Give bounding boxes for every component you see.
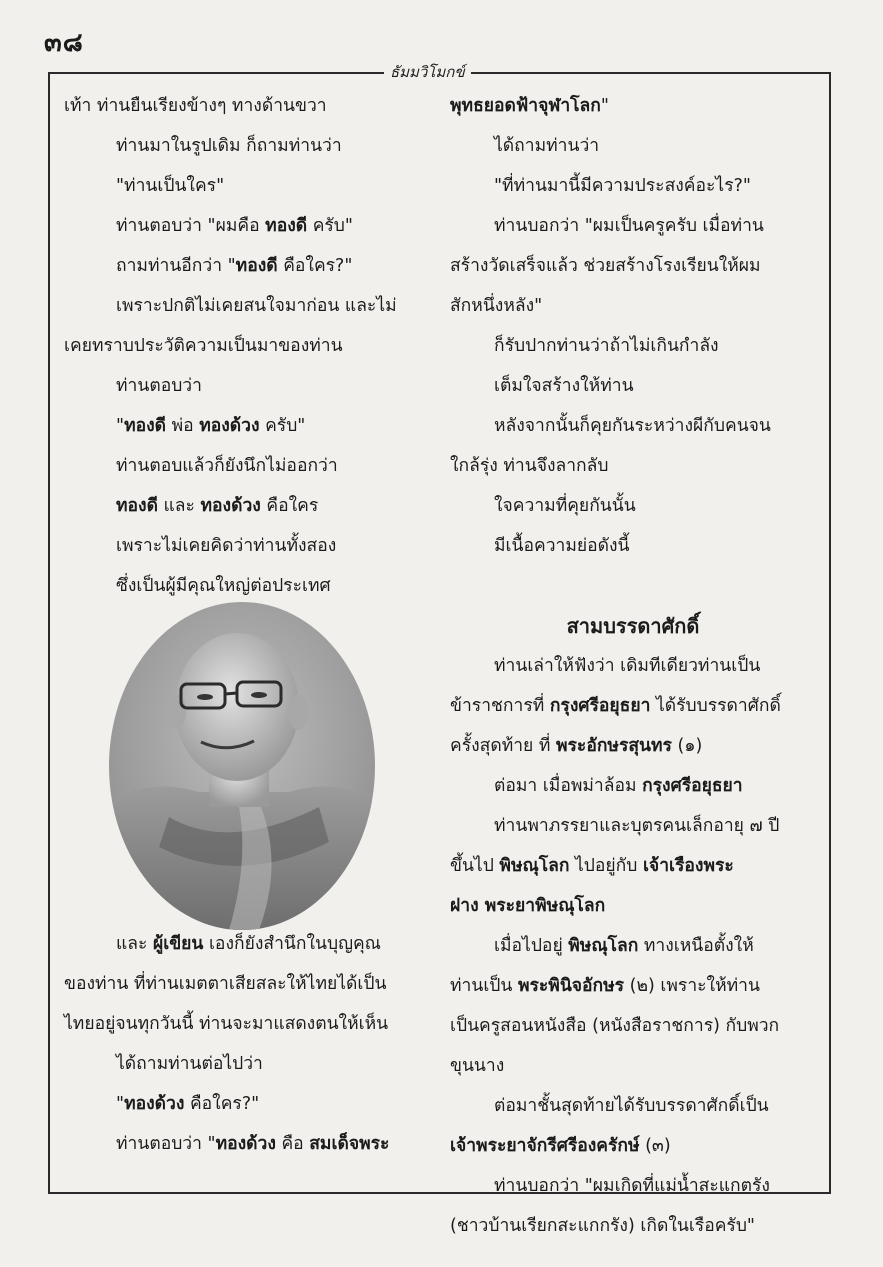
text-run: ครั้งสุดท้าย ที่ — [450, 736, 556, 756]
section-heading — [450, 606, 816, 646]
bold-phrase: สมเด็จพระ — [309, 1134, 390, 1154]
text-line — [64, 326, 436, 366]
text-line — [64, 964, 436, 1004]
text-run: สร้างวัดเสร็จแล้ว ช่วยสร้างโรงเรียนให้ผม — [450, 256, 761, 276]
text-run: " — [116, 1094, 125, 1114]
text-line — [450, 406, 816, 446]
text-run: ก็รับปากท่านว่าถ้าไม่เกินกำลัง — [494, 336, 719, 356]
text-run: ท่านตอบว่า "ผมคือ — [116, 216, 266, 236]
text-run: (๒) เพราะให้ท่าน — [624, 976, 760, 996]
text-run: ข้าราชการที่ — [450, 696, 550, 716]
bold-phrase: ทองดี — [116, 496, 158, 516]
text-run: และ — [116, 934, 153, 954]
left-column-bottom-text — [64, 924, 436, 1164]
bold-phrase: เจ้าเรืองพระ — [642, 856, 734, 876]
bold-phrase: ทองดี — [265, 216, 308, 236]
bold-phrase: พิษณุโลก — [568, 936, 639, 956]
text-run: ได้รับบรรดาศักดิ์ — [650, 696, 781, 716]
running-title: ธัมมวิโมกข์ — [384, 60, 471, 84]
text-run: หลังจากนั้นก็คุยกันระหว่างผีกับคนจน — [494, 416, 771, 436]
text-line — [450, 246, 816, 286]
text-run: ต่อมา เมื่อพม่าล้อม — [494, 776, 643, 796]
text-line — [450, 926, 816, 966]
text-run: ท่านตอบแล้วก็ยังนึกไม่ออกว่า — [116, 456, 338, 476]
bold-phrase: ทองดี — [235, 256, 278, 276]
text-run: คือใคร?" — [184, 1094, 260, 1114]
text-run: คือใคร — [260, 496, 319, 516]
text-line — [450, 166, 816, 206]
text-line — [450, 366, 816, 406]
bold-phrase: พระพินิจอักษร — [517, 976, 625, 996]
text-line — [64, 486, 436, 526]
bold-phrase: ทองด้วง — [200, 496, 261, 516]
text-line — [64, 166, 436, 206]
text-run: เพราะไม่เคยคิดว่าท่านทั้งสอง — [116, 536, 337, 556]
text-run: เป็นครูสอนหนังสือ (หนังสือราชการ) กับพวก — [450, 1016, 780, 1036]
text-line — [450, 86, 816, 126]
text-run: ได้ถามท่านต่อไปว่า — [116, 1054, 263, 1074]
text-run: ครับ" — [259, 416, 306, 436]
text-run: ท่านบอกว่า "ผมเกิดที่แม่น้ำสะแกตรัง — [494, 1176, 770, 1196]
text-run: ไทยอยู่จนทุกวันนี้ ท่านจะมาแสดงตนให้เห็น — [64, 1014, 389, 1034]
text-line — [450, 326, 816, 366]
text-run: ของท่าน ที่ท่านเมตตาเสียสละให้ไทยได้เป็น — [64, 974, 387, 994]
bold-phrase: พิษณุโลก — [499, 856, 570, 876]
page-number: ๓๘ — [44, 28, 84, 58]
text-run: ต่อมาชั้นสุดท้ายได้รับบรรดาศักดิ์เป็น — [494, 1096, 769, 1116]
text-line — [64, 86, 436, 126]
text-run: ท่านพาภรรยาและบุตรคนเล็กอายุ ๗ ปี — [494, 816, 780, 836]
text-run: เคยทราบประวัติความเป็นมาของท่าน — [64, 336, 343, 356]
bold-phrase: ทองด้วง — [199, 416, 260, 436]
text-run: สักหนึ่งหลัง" — [450, 296, 543, 316]
text-run: (๓) — [639, 1136, 671, 1156]
text-line — [450, 966, 816, 1006]
bold-phrase: ฝาง พระยาพิษณุโลก — [450, 896, 606, 916]
bold-phrase: กรุงศรีอยุธยา — [549, 696, 651, 716]
text-line — [64, 126, 436, 166]
text-run: " — [116, 416, 125, 436]
text-line — [64, 1124, 436, 1164]
text-run: ทางเหนือตั้งให้ — [638, 936, 754, 956]
text-line — [450, 126, 816, 166]
text-run: ท่านเล่าให้ฟังว่า เดิมทีเดียวท่านเป็น — [494, 656, 761, 676]
text-line — [450, 1006, 816, 1046]
monk-portrait-image — [109, 602, 375, 930]
text-line — [450, 766, 816, 806]
text-line — [64, 1044, 436, 1084]
text-line — [450, 1166, 816, 1206]
text-line — [450, 486, 816, 526]
text-run: ไปอยู่กับ — [569, 856, 643, 876]
text-run: (ชาวบ้านเรียกสะแกกรัง) เกิดในเรือครับ" — [450, 1216, 755, 1236]
bold-phrase: ทองด้วง — [215, 1134, 276, 1154]
text-run: คือใคร?" — [277, 256, 353, 276]
text-line — [450, 726, 816, 766]
bold-phrase: ทองดี — [124, 416, 167, 436]
text-line — [450, 846, 816, 886]
text-run: ครับ" — [307, 216, 353, 236]
text-line — [450, 1206, 816, 1246]
text-run: ขึ้นไป — [450, 856, 500, 876]
text-line — [450, 1086, 816, 1126]
left-column-top-text — [64, 86, 436, 606]
text-line — [450, 206, 816, 246]
text-run: คือ — [275, 1134, 310, 1154]
text-run: ใจความที่คุยกันนั้น — [494, 496, 636, 516]
text-line — [64, 366, 436, 406]
text-line — [64, 924, 436, 964]
text-run: เท้า ท่านยืนเรียงข้างๆ ทางด้านขวา — [64, 96, 327, 116]
text-run: และ — [157, 496, 201, 516]
text-line — [450, 566, 816, 606]
text-line — [64, 206, 436, 246]
text-run: เพราะปกติไม่เคยสนใจมาก่อน และไม่ — [116, 296, 397, 316]
text-line — [64, 1004, 436, 1044]
text-run: เต็มใจสร้างให้ท่าน — [494, 376, 634, 396]
text-run: ได้ถามท่านว่า — [494, 136, 600, 156]
bold-phrase: สามบรรดาศักดิ์ — [566, 614, 700, 638]
text-line — [64, 246, 436, 286]
text-line — [450, 646, 816, 686]
text-line — [450, 1126, 816, 1166]
text-run: เองก็ยังสำนึกในบุญคุณ — [203, 934, 381, 954]
text-line — [64, 406, 436, 446]
text-run: (๑) — [671, 736, 703, 756]
right-column-text — [450, 86, 816, 1246]
bold-phrase: พระอักษรสุนทร — [555, 736, 672, 756]
text-line — [64, 526, 436, 566]
text-line — [64, 446, 436, 486]
text-line — [64, 1084, 436, 1124]
text-line — [450, 1046, 816, 1086]
text-run: ซึ่งเป็นผู้มีคุณใหญ่ต่อประเทศ — [116, 576, 331, 596]
text-run: มีเนื้อความย่อดังนี้ — [494, 536, 630, 556]
text-run: "ท่านเป็นใคร" — [116, 176, 225, 196]
text-run: ขุนนาง — [450, 1056, 505, 1076]
text-run: ท่านตอบว่า — [116, 376, 202, 396]
text-line — [450, 886, 816, 926]
text-run: เมื่อไปอยู่ — [494, 936, 569, 956]
monk-portrait — [109, 602, 375, 930]
text-run: " — [600, 96, 609, 116]
text-line — [450, 286, 816, 326]
text-line — [450, 526, 816, 566]
text-line — [450, 806, 816, 846]
text-run: ท่านตอบว่า " — [116, 1134, 216, 1154]
text-line — [64, 566, 436, 606]
text-run: ใกล้รุ่ง ท่านจึงลากลับ — [450, 456, 609, 476]
text-run: "ที่ท่านมานี้มีความประสงค์อะไร?" — [494, 176, 751, 196]
text-run: ถามท่านอีกว่า " — [116, 256, 236, 276]
bold-phrase: ผู้เขียน — [152, 934, 204, 954]
text-run: ท่านมาในรูปเดิม ก็ถามท่านว่า — [116, 136, 342, 156]
text-line — [64, 286, 436, 326]
text-run: ท่านเป็น — [450, 976, 518, 996]
text-line — [450, 446, 816, 486]
bold-phrase: ทองด้วง — [124, 1094, 185, 1114]
text-line — [450, 686, 816, 726]
bold-phrase: เจ้าพระยาจักรีศรีองครักษ์ — [450, 1136, 640, 1156]
bold-phrase: กรุงศรีอยุธยา — [642, 776, 743, 796]
bold-phrase: พุทธยอดฟ้าจุฬาโลก — [450, 96, 601, 116]
text-run: พ่อ — [166, 416, 200, 436]
text-run: ท่านบอกว่า "ผมเป็นครูครับ เมื่อท่าน — [494, 216, 764, 236]
